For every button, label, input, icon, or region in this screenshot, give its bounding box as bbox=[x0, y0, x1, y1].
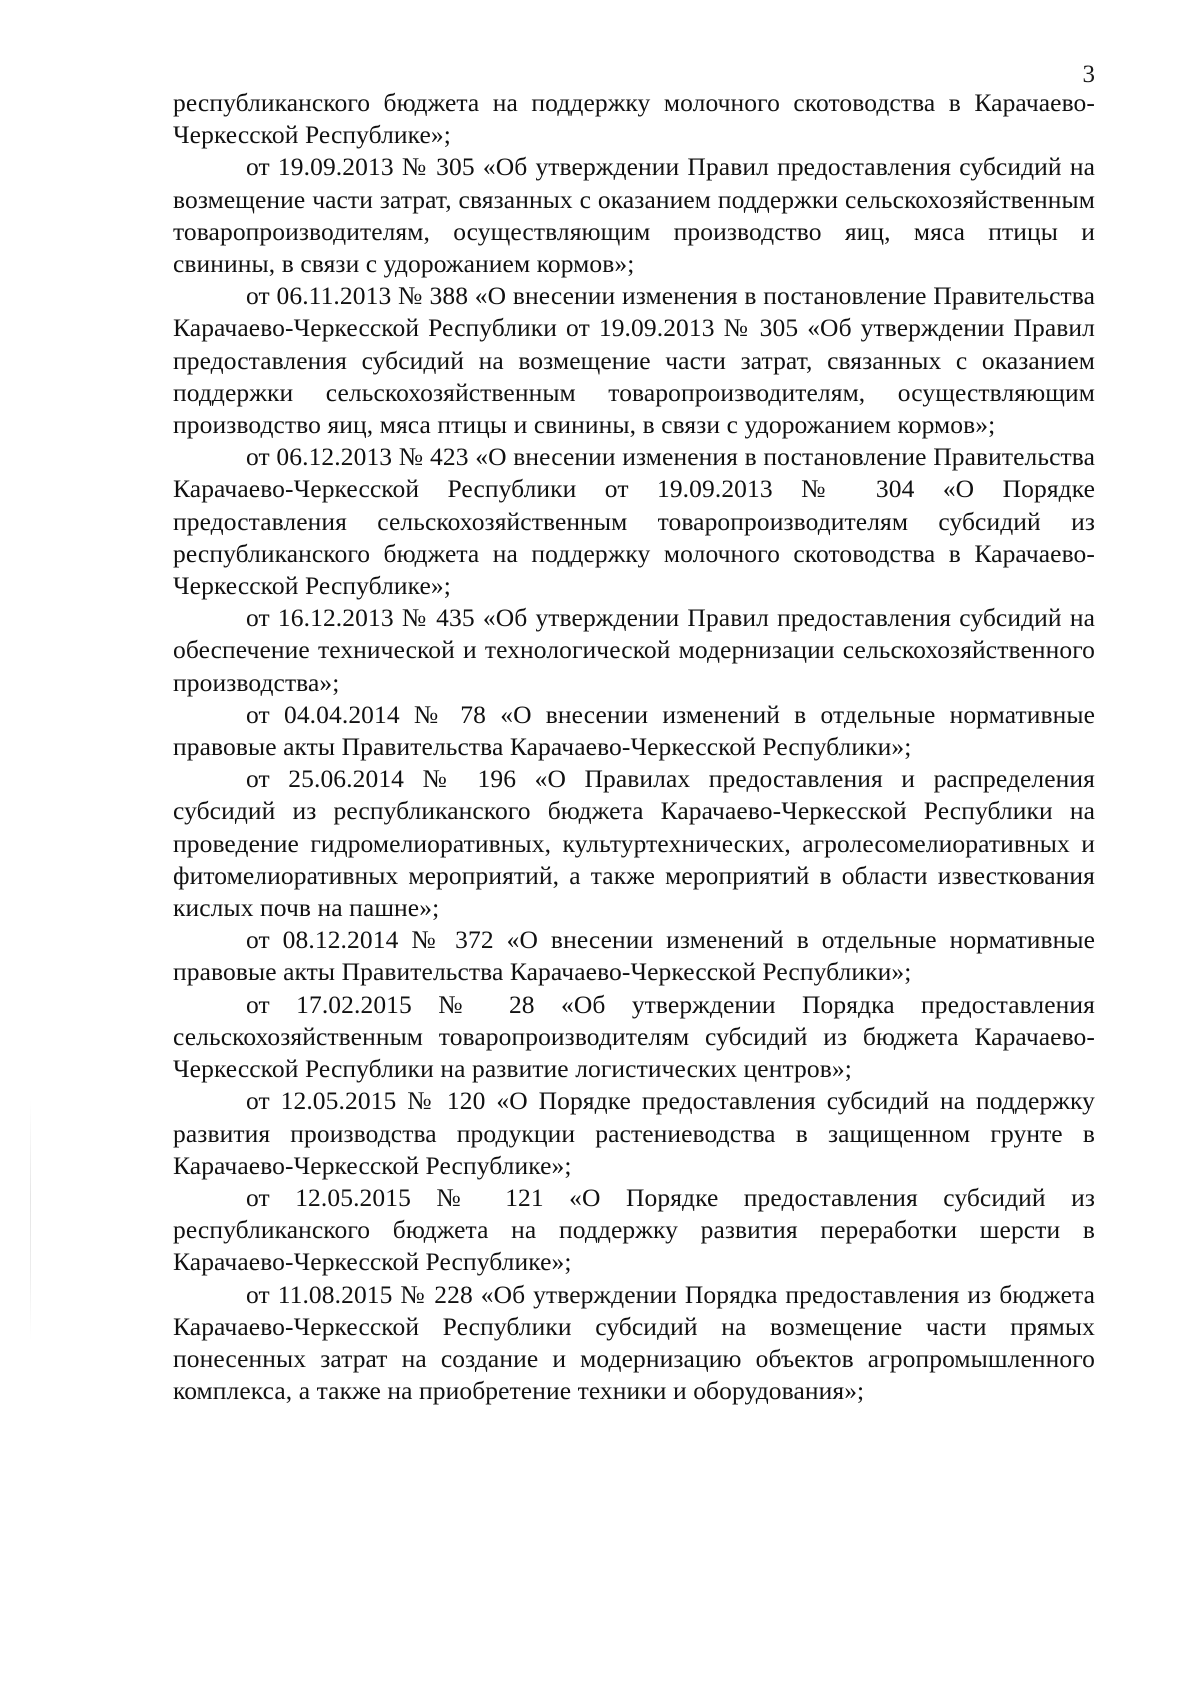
paragraph-resolution-372: от 08.12.2014 № 372 «О внесении изменений в отдельные нормативные правовые акты Правительства Карачаево-Черкесской Республики»; bbox=[173, 925, 1095, 987]
paragraph-resolution-121: от 12.05.2015 № 121 «О Порядке предоставления субсидий из республиканского бюджета на поддержку развития переработки шерсти в Карачаево-Черкесской Республике»; bbox=[173, 1182, 1095, 1277]
paragraph-resolution-196: от 25.06.2014 № 196 «О Правилах предоставления и распределения субсидий из республиканского бюджета Карачаево-Черкесской Республики на проведение гидромелиоративных, культуртехнических, агролесомелиоративных и фитомелиоративных мероприятий, а также мероприятий в области известкования кислых почв на пашне»; bbox=[173, 764, 1095, 923]
paragraph-resolution-388: от 06.11.2013 № 388 «О внесении изменения в постановление Правительства Карачаево-Черкесской Республики от 19.09.2013 № 305 «Об утверждении Правил предоставления субсидий на возмещение части затрат, связанных с оказанием поддержки сельскохозяйственным товаропроизводителям, осуществляющим производство яиц, мяса птицы и свинины, в связи с удорожанием кормов»; bbox=[173, 281, 1095, 440]
paragraph-resolution-78: от 04.04.2014 № 78 «О внесении изменений в отдельные нормативные правовые акты Правительства Карачаево-Черкесской Республики»; bbox=[173, 699, 1095, 762]
paragraph-resolution-228: от 11.08.2015 № 228 «Об утверждении Порядка предоставления из бюджета Карачаево-Черкесской Республики субсидий на возмещение части прямых понесенных затрат на создание и модернизацию объектов агропромышленного комплекса, а также на приобретение техники и оборудования»; bbox=[173, 1279, 1095, 1406]
paragraph-resolution-305: от 19.09.2013 № 305 «Об утверждении Правил предоставления субсидий на возмещение части затрат, связанных с оказанием поддержки сельскохозяйственным товаропроизводителям, осуществляющим производство яиц, мяса птицы и свинины, в связи с удорожанием кормов»; bbox=[173, 152, 1095, 279]
page-number: 3 bbox=[1082, 61, 1095, 88]
paragraph-resolution-435: от 16.12.2013 № 435 «Об утверждении Правил предоставления субсидий на обеспечение технической и технологической модернизации сельскохозяйственного производства»; bbox=[173, 603, 1095, 697]
scan-artifact-line bbox=[30, 1100, 31, 1340]
paragraph-resolution-28: от 17.02.2015 № 28 «Об утверждении Порядка предоставления сельскохозяйственным товаропроизводителям субсидий из бюджета Карачаево-Черкесской Республики на развитие логистических центров»; bbox=[173, 989, 1095, 1084]
paragraph-resolution-120: от 12.05.2015 № 120 «О Порядке предоставления субсидий на поддержку развития производства продукции растениеводства в защищенном грунте в Карачаево-Черкесской Республике»; bbox=[173, 1086, 1095, 1180]
document-body bbox=[173, 87, 1095, 1407]
paragraph-continuation: республиканского бюджета на поддержку молочного скотоводства в Карачаево-Черкесской Республике»; bbox=[173, 88, 1095, 150]
paragraph-resolution-423: от 06.12.2013 № 423 «О внесении изменения в постановление Правительства Карачаево-Черкесской Республики от 19.09.2013 № 304 «О Порядке предоставления сельскохозяйственным товаропроизводителям субсидий из республиканского бюджета на поддержку молочного скотоводства в Карачаево-Черкесской Республике»; bbox=[173, 442, 1095, 601]
